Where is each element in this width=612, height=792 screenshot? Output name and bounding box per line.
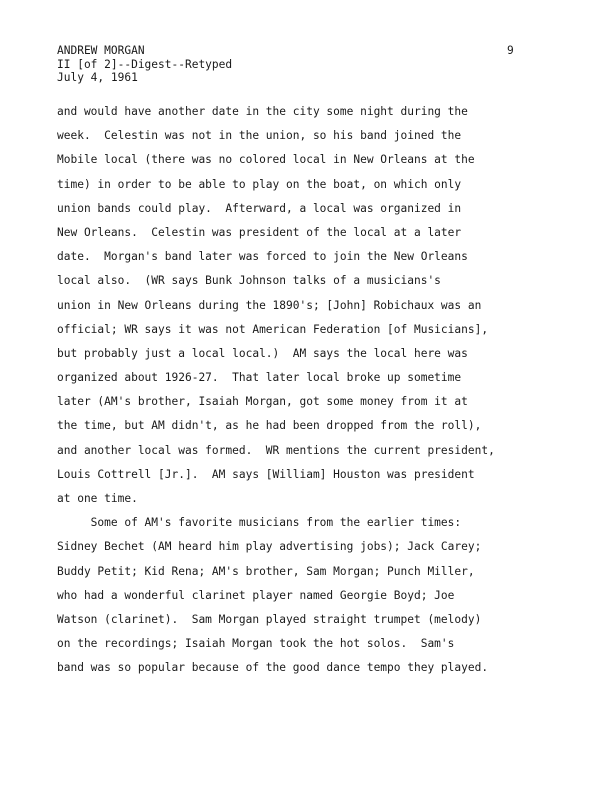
text-line: Buddy Petit; Kid Rena; AM's brother, Sam Morgan; Punch Miller, xyxy=(57,564,475,578)
text-line: official; WR says it was not American Federation [of Musicians], xyxy=(57,322,489,336)
text-line: local also. (WR says Bunk Johnson talks of a musicians's xyxy=(57,274,441,288)
page-body xyxy=(57,104,557,685)
header-date: July 4, 1961 xyxy=(57,71,138,84)
text-line: and another local was formed. WR mentions the current president, xyxy=(57,443,495,457)
text-line: but probably just a local local.) AM says the local here was xyxy=(57,346,468,360)
page-number: 9 xyxy=(507,44,514,57)
text-line: New Orleans. Celestin was president of the local at a later xyxy=(57,225,462,239)
text-line: at one time. xyxy=(57,492,138,505)
text-line: week. Celestin was not in the union, so his band joined the xyxy=(57,129,462,143)
text-line: union in New Orleans during the 1890's; [John] Robichaux was an xyxy=(57,298,482,312)
text-line: time) in order to be able to play on the boat, on which only xyxy=(57,177,462,191)
page-header xyxy=(57,44,527,85)
text-line: Mobile local (there was no colored local in New Orleans at the xyxy=(57,153,475,167)
text-line: and would have another date in the city some night during the xyxy=(57,105,468,118)
text-line: who had a wonderful clarinet player named Georgie Boyd; Joe xyxy=(57,588,455,602)
text-line: the time, but AM didn't, as he had been dropped from the roll), xyxy=(57,419,482,433)
paragraph xyxy=(57,515,557,684)
text-line: band was so popular because of the good dance tempo they played. xyxy=(57,661,489,675)
header-interviewee: ANDREW MORGAN xyxy=(57,44,145,57)
text-line: date. Morgan's band later was forced to join the New Orleans xyxy=(57,250,468,264)
text-line: Watson (clarinet). Sam Morgan played straight trumpet (melody) xyxy=(57,612,482,626)
text-line: Sidney Bechet (AM heard him play advertising jobs); Jack Carey; xyxy=(57,540,482,554)
text-line: union bands could play. Afterward, a local was organized in xyxy=(57,201,462,215)
text-line: Louis Cottrell [Jr.]. AM says [William] Houston was president xyxy=(57,467,475,481)
paragraph xyxy=(57,104,557,515)
header-reel-info: II [of 2]--Digest--Retyped xyxy=(57,57,233,71)
text-line: organized about 1926-27. That later local broke up sometime xyxy=(57,371,462,385)
text-line: on the recordings; Isaiah Morgan took the hot solos. Sam's xyxy=(57,637,455,651)
text-line: Some of AM's favorite musicians from the earlier times: xyxy=(57,516,462,530)
text-line: later (AM's brother, Isaiah Morgan, got some money from it at xyxy=(57,395,468,409)
